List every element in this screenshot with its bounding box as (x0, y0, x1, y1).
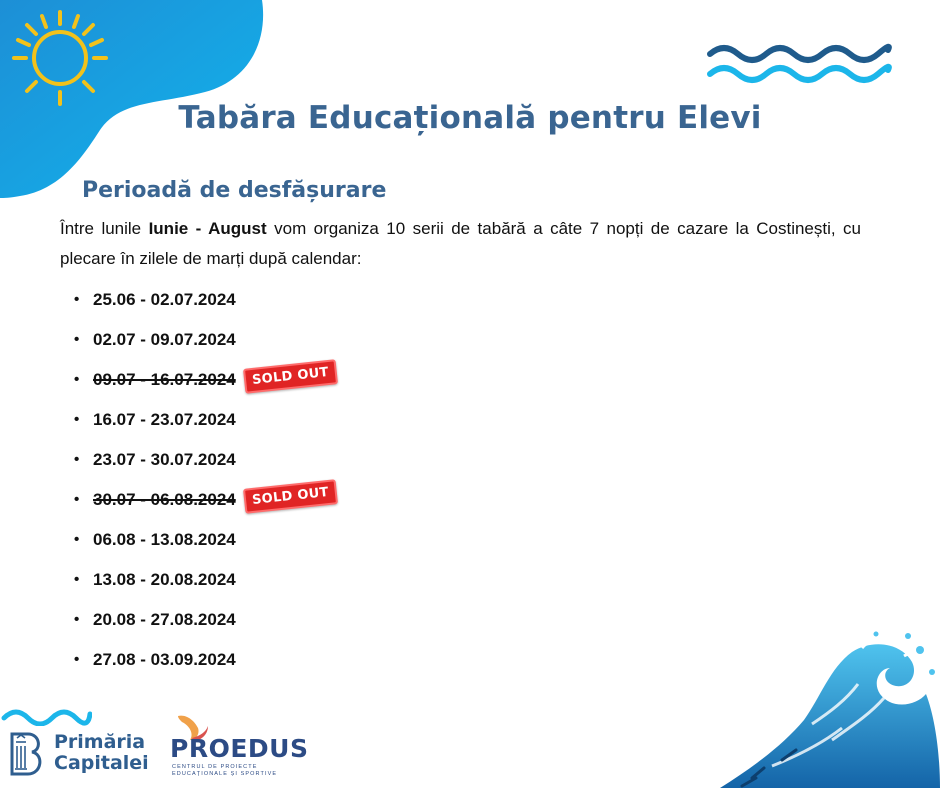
bullet-icon: • (74, 411, 80, 428)
bullet-icon: • (74, 331, 80, 348)
intro-paragraph (60, 214, 861, 274)
session-date: 16.07 - 23.07.2024 (93, 410, 236, 429)
list-item (74, 485, 337, 528)
proedus-logo (168, 712, 308, 776)
session-date: 23.07 - 30.07.2024 (93, 450, 236, 469)
bullet-icon: • (74, 291, 80, 308)
bullet-icon: • (74, 611, 80, 628)
session-date: 25.06 - 02.07.2024 (93, 290, 236, 309)
proedus-name: PROEDUS (170, 734, 309, 763)
bullet-icon: • (74, 451, 80, 468)
session-date: 20.08 - 27.08.2024 (93, 610, 236, 629)
list-item (74, 608, 337, 648)
bullet-icon: • (74, 371, 80, 388)
primaria-capitalei-logo (8, 730, 149, 776)
waves-decoration (706, 40, 892, 84)
bullet-icon: • (74, 531, 80, 548)
primaria-line2: Capitalei (54, 752, 149, 774)
session-date-sold-out: 30.07 - 06.08.2024 (93, 490, 236, 509)
session-date: 13.08 - 20.08.2024 (93, 570, 236, 589)
list-item (74, 648, 337, 688)
sold-out-badge: SOLD OUT (243, 479, 338, 514)
list-item (74, 288, 337, 328)
list-item (74, 448, 337, 488)
bullet-icon: • (74, 571, 80, 588)
list-item (74, 568, 337, 608)
list-item (74, 365, 337, 408)
session-date: 06.08 - 13.08.2024 (93, 530, 236, 549)
session-date: 27.08 - 03.09.2024 (93, 650, 236, 669)
primaria-line1: Primăria (54, 731, 146, 753)
list-item (74, 408, 337, 448)
session-date-list (74, 288, 337, 688)
page-title: Tabăra Educațională pentru Elevi (178, 100, 762, 136)
intro-suffix: vom organiza 10 serii de tabără a câte 7 nopți de cazare la Costinești, cu plecare în zilele de marți după calendar: (60, 219, 861, 268)
bullet-icon: • (74, 651, 80, 668)
sold-out-badge: SOLD OUT (243, 359, 338, 394)
list-item (74, 528, 337, 568)
list-item (74, 328, 337, 368)
ocean-wave-illustration (712, 628, 940, 788)
bullet-icon: • (74, 491, 80, 508)
section-subtitle: Perioadă de desfășurare (82, 178, 387, 203)
session-date-sold-out: 09.07 - 16.07.2024 (93, 370, 236, 389)
wave-small-icon (0, 702, 92, 726)
proedus-tagline: CENTRUL DE PROIECTE EDUCAȚIONALE ȘI SPORTIVE (172, 764, 278, 777)
city-hall-icon (8, 730, 46, 776)
session-date: 02.07 - 09.07.2024 (93, 330, 236, 349)
intro-prefix: Între lunile (60, 219, 149, 238)
intro-months: Iunie - August (148, 219, 267, 238)
